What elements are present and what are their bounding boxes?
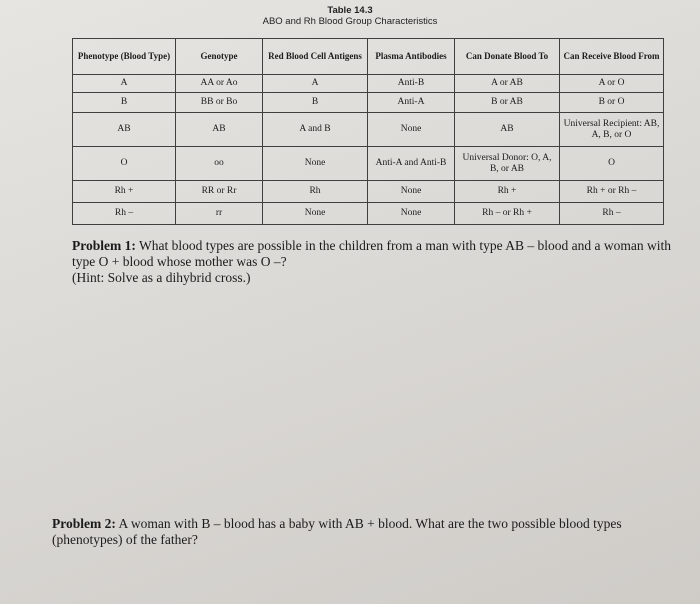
cell: Rh + bbox=[455, 181, 560, 203]
table-subtitle: ABO and Rh Blood Group Characteristics bbox=[262, 16, 438, 27]
cell: rr bbox=[176, 203, 263, 225]
cell: A bbox=[73, 75, 176, 93]
problem-2-text: A woman with B – blood has a baby with AB + blood. What are the two possible blood types (phenotypes) of the father? bbox=[52, 516, 622, 547]
cell: Anti-B bbox=[368, 75, 455, 93]
header-phenotype: Phenotype (Blood Type) bbox=[73, 39, 176, 75]
cell: None bbox=[368, 113, 455, 147]
cell: Anti-A bbox=[368, 93, 455, 113]
table-row bbox=[73, 147, 664, 181]
problem-1-text: What blood types are possible in the children from a man with type AB – blood and a woman with type O + blood whose mother was O –? bbox=[72, 238, 672, 269]
cell: None bbox=[263, 203, 368, 225]
cell: BB or Bo bbox=[176, 93, 263, 113]
cell: Rh – bbox=[560, 203, 664, 225]
cell: A bbox=[263, 75, 368, 93]
table-title: Table 14.3 bbox=[327, 5, 373, 16]
cell: A or O bbox=[560, 75, 664, 93]
cell: None bbox=[368, 181, 455, 203]
header-antibodies: Plasma Antibodies bbox=[368, 39, 455, 75]
header-genotype: Genotype bbox=[176, 39, 263, 75]
problem-2 bbox=[52, 516, 692, 548]
cell: AB bbox=[73, 113, 176, 147]
cell: B or O bbox=[560, 93, 664, 113]
header-antigens: Red Blood Cell Antigens bbox=[263, 39, 368, 75]
cell: B or AB bbox=[455, 93, 560, 113]
cell: A and B bbox=[263, 113, 368, 147]
problem-1 bbox=[72, 238, 692, 286]
cell: None bbox=[368, 203, 455, 225]
cell: AA or Ao bbox=[176, 75, 263, 93]
cell: Rh + or Rh – bbox=[560, 181, 664, 203]
cell: Rh bbox=[263, 181, 368, 203]
cell: Rh + bbox=[73, 181, 176, 203]
table-row bbox=[73, 113, 664, 147]
cell: Universal Donor: O, A, B, or AB bbox=[455, 147, 560, 181]
problem-2-label: Problem 2: bbox=[52, 516, 116, 531]
table-header-row bbox=[73, 39, 664, 75]
blood-group-table bbox=[72, 38, 664, 225]
cell: RR or Rr bbox=[176, 181, 263, 203]
header-donate: Can Donate Blood To bbox=[455, 39, 560, 75]
problem-1-hint: (Hint: Solve as a dihybrid cross.) bbox=[72, 270, 251, 285]
cell: AB bbox=[176, 113, 263, 147]
cell: oo bbox=[176, 147, 263, 181]
cell: Rh – or Rh + bbox=[455, 203, 560, 225]
cell: A or AB bbox=[455, 75, 560, 93]
cell: O bbox=[560, 147, 664, 181]
table-row bbox=[73, 93, 664, 113]
cell: Anti-A and Anti-B bbox=[368, 147, 455, 181]
header-receive: Can Receive Blood From bbox=[560, 39, 664, 75]
cell: B bbox=[73, 93, 176, 113]
cell: None bbox=[263, 147, 368, 181]
cell: AB bbox=[455, 113, 560, 147]
cell: Rh – bbox=[73, 203, 176, 225]
problem-1-label: Problem 1: bbox=[72, 238, 136, 253]
table-row bbox=[73, 181, 664, 203]
table-row bbox=[73, 203, 664, 225]
cell: B bbox=[263, 93, 368, 113]
cell: Universal Recipient: AB, A, B, or O bbox=[560, 113, 664, 147]
cell: O bbox=[73, 147, 176, 181]
table-row bbox=[73, 75, 664, 93]
